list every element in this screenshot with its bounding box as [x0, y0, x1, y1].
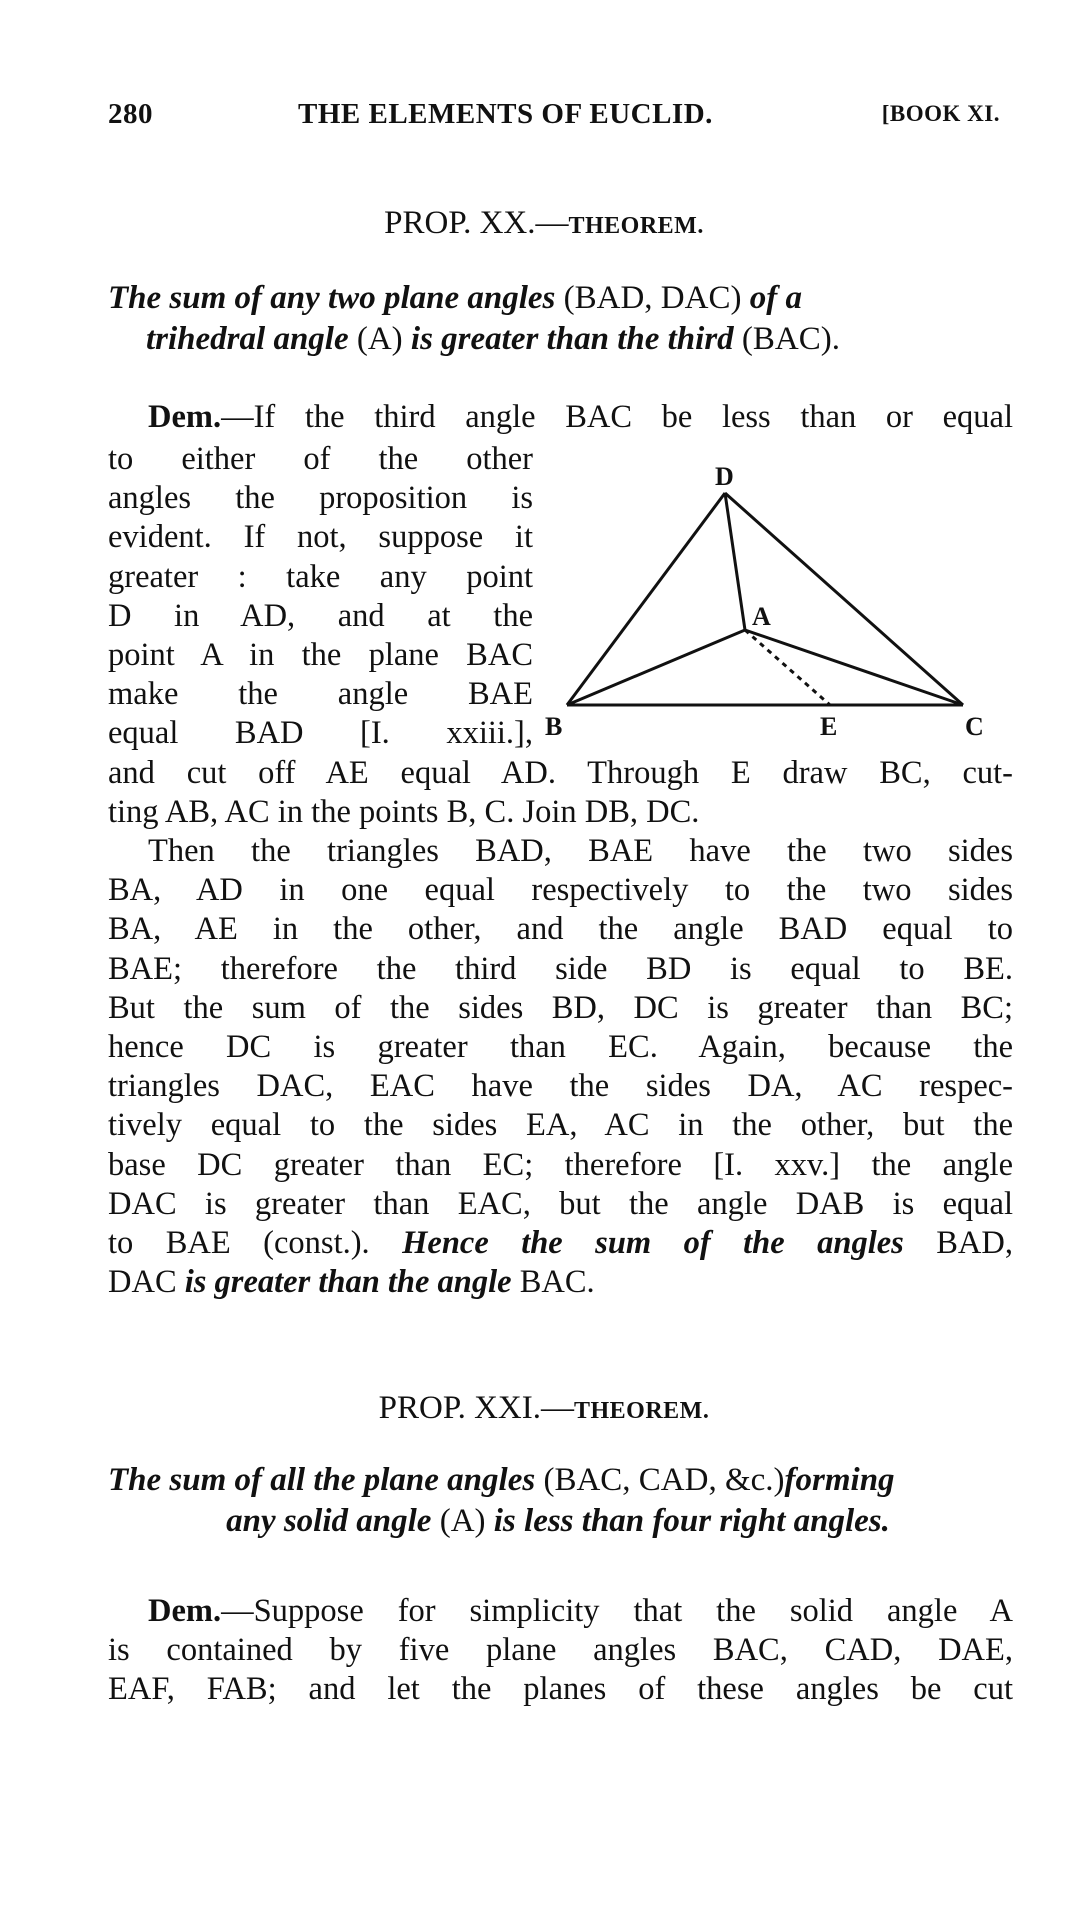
line-AC	[745, 630, 963, 705]
enunciation-italic: trihedral angle	[146, 321, 349, 357]
enunciation-roman: (BAC, CAD, &c.)	[535, 1462, 785, 1498]
prop-20-heading-theorem: THEOREM.	[568, 213, 704, 239]
enunciation-roman: (BAC).	[733, 321, 840, 357]
running-title: THE ELEMENTS OF EUCLID.	[298, 98, 713, 130]
enunciation-roman: (A)	[431, 1503, 494, 1539]
label-B: B	[545, 712, 563, 741]
enunciation-second-line	[108, 319, 1008, 360]
text-line: ting AB, AC in the points B, C. Join DB, DC.	[108, 794, 700, 831]
prop-20-dem-first-line	[108, 398, 1013, 437]
enunciation-roman: (BAD, DAC)	[555, 280, 750, 316]
text-line: BA, AD in one equal respectively to the two sides	[108, 872, 1013, 909]
text-line: D in AD, and at the	[108, 597, 533, 634]
label-D: D	[715, 462, 734, 491]
text-line: and cut off AE equal AD. Through E draw BC, cut-	[108, 755, 1013, 791]
prop-21-heading	[0, 1390, 1088, 1427]
text-line: triangles DAC, EAC have the sides DA, AC respec-	[108, 1068, 1013, 1105]
text-line: to either of the other	[108, 441, 533, 477]
enunciation-roman: (A)	[348, 321, 411, 357]
text-line: BA, AE in the other, and the angle BAD equal to	[108, 911, 1013, 948]
text-line: EAF, FAB; and let the planes of these angles be cut	[108, 1671, 1013, 1708]
text-line	[108, 1592, 1013, 1631]
prop-21-dem	[108, 1592, 1013, 1710]
prop-20-enunciation	[108, 278, 1008, 360]
prop-20-heading-main: PROP. XX.—	[384, 205, 569, 241]
text-line	[108, 1263, 1013, 1302]
prop-20-heading	[0, 205, 1088, 242]
enunciation-italic: The sum of all the plane angles	[108, 1462, 536, 1498]
text-italic: is greater than the angle	[184, 1264, 512, 1301]
enunciation-second-line	[108, 1501, 1008, 1542]
text-line: point A in the plane BAC	[108, 636, 533, 673]
text-line: evident. If not, suppose it	[108, 519, 533, 556]
line-DC	[725, 493, 963, 705]
enunciation-italic: The sum of any two plane angles	[108, 280, 556, 316]
text-line: equal BAD [I. xxiii.],	[108, 715, 533, 752]
figure-svg	[545, 460, 1015, 750]
text-italic: Hence the sum of the angles	[402, 1224, 904, 1261]
text-line: DAC is greater than EAC, but the angle DAB is equal	[108, 1185, 1013, 1222]
text-line: Then the triangles BAD, BAE have the two sides	[148, 833, 1013, 869]
dem-text: —Suppose for simplicity that the solid angle A	[221, 1593, 1013, 1629]
prop-21-enunciation	[108, 1460, 1008, 1542]
trihedral-angle-figure	[545, 460, 1015, 750]
line-DA	[725, 493, 745, 630]
label-A: A	[752, 602, 771, 631]
text-line: But the sum of the sides BD, DC is greater than BC;	[108, 989, 1013, 1026]
text-line: angles the proposition is	[108, 480, 533, 517]
prop-21-heading-theorem: THEOREM.	[573, 1398, 710, 1424]
line-AE-dotted	[745, 630, 830, 705]
text-roman: BAD,	[903, 1224, 1013, 1261]
dem-label: Dem.	[148, 1593, 222, 1629]
label-E: E	[820, 712, 838, 741]
text-roman: DAC	[108, 1264, 185, 1301]
label-C: C	[965, 712, 984, 741]
text-line: BAE; therefore the third side BD is equal to BE.	[108, 950, 1013, 987]
text-line: greater : take any point	[108, 558, 533, 595]
text-line: tively equal to the sides EA, AC in the other, but the	[108, 1107, 1013, 1144]
enunciation-italic: is greater than the third	[410, 321, 734, 357]
text-line	[108, 1224, 1013, 1263]
text-line	[108, 398, 1013, 437]
text-line: hence DC is greater than EC. Again, because the	[108, 1028, 1013, 1065]
book-marker: [BOOK XI.	[881, 101, 1000, 126]
prop-20-paragraph-2	[108, 832, 1013, 1302]
text-roman: BAC.	[511, 1264, 595, 1301]
enunciation-italic: forming	[784, 1462, 895, 1498]
running-head	[108, 98, 1000, 138]
enunciation-italic: of a	[749, 280, 802, 316]
prop-20-wrapped-text	[108, 440, 533, 754]
page-number: 280	[108, 98, 153, 130]
enunciation-italic: any solid angle	[226, 1503, 432, 1539]
dem-label: Dem.	[148, 399, 222, 435]
prop-20-continuation	[108, 754, 1013, 832]
text-roman: to BAE (const.).	[108, 1224, 403, 1261]
prop-21-heading-main: PROP. XXI.—	[378, 1390, 574, 1426]
text-line: base DC greater than EC; therefore [I. xxv.] the angle	[108, 1146, 1013, 1183]
dem-text: —If the third angle BAC be less than or equal	[221, 399, 1013, 435]
text-line: make the angle BAE	[108, 676, 533, 713]
enunciation-italic: is less than four right angles.	[493, 1503, 890, 1539]
text-line: is contained by five plane angles BAC, CAD, DAE,	[108, 1632, 1013, 1669]
